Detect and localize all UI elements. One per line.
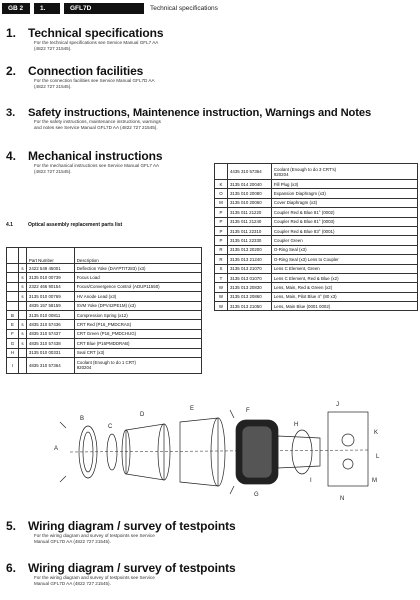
o-ring [107, 434, 117, 470]
callout-letter: E [190, 406, 195, 412]
parts-table-left [6, 247, 202, 374]
table-row: M 3135 010 20060 Cover Diaphragm (x3) [215, 198, 418, 207]
callout-letter: B [80, 416, 85, 422]
section-heading: 1. Technical specifications [6, 26, 164, 40]
section-heading: 6. Wiring diagram / survey of testpoints [6, 561, 236, 575]
table-row: F s 4835 310 57437 CRT Green (P16_PMDCHUG) [7, 329, 202, 338]
header-tab-chapter: 1. [34, 3, 60, 14]
column-header-description: Description [74, 248, 201, 264]
crt-neck [278, 436, 320, 468]
section-heading: 4. Mechanical instructions [6, 149, 163, 163]
table-row: R 3135 013 21240 O-Ring Seal (x3) Lens to Coupler [215, 255, 418, 264]
callout-letter: I [310, 478, 312, 484]
optical-axis-line [70, 450, 370, 452]
back-plate [328, 412, 368, 486]
section-1 [6, 26, 224, 51]
table-row: R 3135 013 20200 O-Ring Seal (x3) [215, 245, 418, 254]
table-row: O 3135 010 20080 Expansion Diaphragm (x3) [215, 189, 418, 198]
table-row: P 3135 011 21220 Coupler Red & Blue 81° (0002) [215, 208, 418, 217]
table-row: s 3135 010 00739 Focus Load [7, 273, 202, 282]
table-row: B 3135 010 00811 Compression Spring (x12) [7, 310, 202, 319]
exploded-view-diagram [40, 392, 412, 512]
header-tab-model: GFL7D [64, 3, 144, 14]
section-body: For the wiring diagram and survey of testpoints see Service Manual GFL7D AA (4822 727 21545). [34, 575, 155, 586]
callout-letter: F [246, 408, 250, 414]
fill-plug [342, 434, 354, 446]
table-header-row [7, 248, 202, 264]
callout-letter: H [294, 422, 299, 428]
parts-table-right [214, 163, 418, 311]
table-row: G s 4835 310 57438 CRT Blue (P16PMDDRAB) [7, 339, 202, 348]
section-2 [6, 64, 224, 89]
table-row: s 3135 010 00769 HV Anode Lead (x3) [7, 292, 202, 301]
table-row: P 3135 011 21240 Coupler Red & Blue 81° (0003) [215, 217, 418, 226]
callout-letter: D [140, 412, 145, 418]
table-row: H 3135 010 00331 Seal CRT (x3) [7, 348, 202, 357]
callout-letter: A [54, 446, 59, 452]
section-body: For the wiring diagram and survey of testpoints see Service Manual GFL7D AA (4822 727 21545). [34, 533, 155, 544]
table-row: s 2322 466 90154 Focus/Convergence Control (ADUP11550) [7, 282, 202, 291]
deflection-yoke [292, 430, 312, 474]
callout-letter: G [254, 492, 259, 498]
page-header [2, 3, 218, 14]
table-row: S 3135 013 21070 Lens C Element, Green [215, 264, 418, 273]
section-body: For the connection facilities see Service Manual GFL7D AA (4822 727 21545). [34, 78, 155, 89]
table-row: P 3135 011 22330 Coupler Green [215, 236, 418, 245]
section-body: For the mechanical instructions see Service Manual GFL7 AA (4822 727 21545). [34, 163, 160, 174]
table-row: W 3135 013 20830 Lens, Main, Red & Green (x2) [215, 283, 418, 292]
callout-letter: J [336, 402, 339, 408]
section-3 [6, 107, 371, 130]
column-header-part-number: Part Number [26, 248, 74, 264]
section-heading: 5. Wiring diagram / survey of testpoints [6, 519, 236, 533]
section-heading: 2. Connection facilities [6, 64, 144, 78]
table-row: s 2422 549 45001 Deflection Yoke (DAYPTIT283) (x3) [7, 264, 202, 273]
section-body: For the safety instructions, maintenance instructions, warnings and notes see Service Manual GFL7D AA (4822 727 21545). [34, 119, 161, 130]
section-body: For the technical specifications see Service Manual GFL7 AA (4822 727 21545). [34, 40, 159, 51]
subsection-heading: 4.1 Optical assembly replacement parts list [6, 222, 123, 228]
header-tab-page: GB 2 [2, 3, 30, 14]
expansion-diaphragm [343, 459, 353, 469]
section-heading: 3. Safety instructions, Maintenence instruction, Warnings and Notes [6, 107, 372, 119]
callout-letter: M [372, 478, 377, 484]
table-row: W 3135 013 20860 Lens, Main, Pilot Blue 4° (80 x3) [215, 292, 418, 301]
callout-letter: C [108, 424, 113, 430]
table-row: E s 4835 310 57436 CRT Red (P16_PMDCRAS) [7, 320, 202, 329]
table-row: I 4835 310 57364 Coolant (Enough to do 1 CRT) 920204 [7, 357, 202, 373]
section-4 [6, 149, 224, 174]
crt-face [242, 426, 272, 478]
callout-letter: K [374, 430, 379, 436]
table-row: K 3135 014 20040 Fill Plug (x3) [215, 180, 418, 189]
table-row: W 3135 013 21050 Lens, Main Blue (0001 0002) [215, 302, 418, 311]
section-6 [6, 561, 236, 586]
table-row: 4835 157 58159 SVM Yoke (DPV42PE1M) (x3) [7, 301, 202, 310]
table-row: P 3135 011 22310 Coupler Red & Blue 83° (0001) [215, 226, 418, 235]
table-row: T 3135 013 01070 Lens C Element, Red & Blue (x2) [215, 273, 418, 282]
table-row: 4435 310 57364 Coolant (Enough to do 3 CRT's) 920204 [215, 164, 418, 180]
header-title: Technical specifications [150, 5, 218, 12]
section-5 [6, 519, 236, 544]
coupler [180, 418, 218, 486]
callout-letter: N [340, 496, 345, 502]
callout-letter: L [376, 454, 380, 460]
